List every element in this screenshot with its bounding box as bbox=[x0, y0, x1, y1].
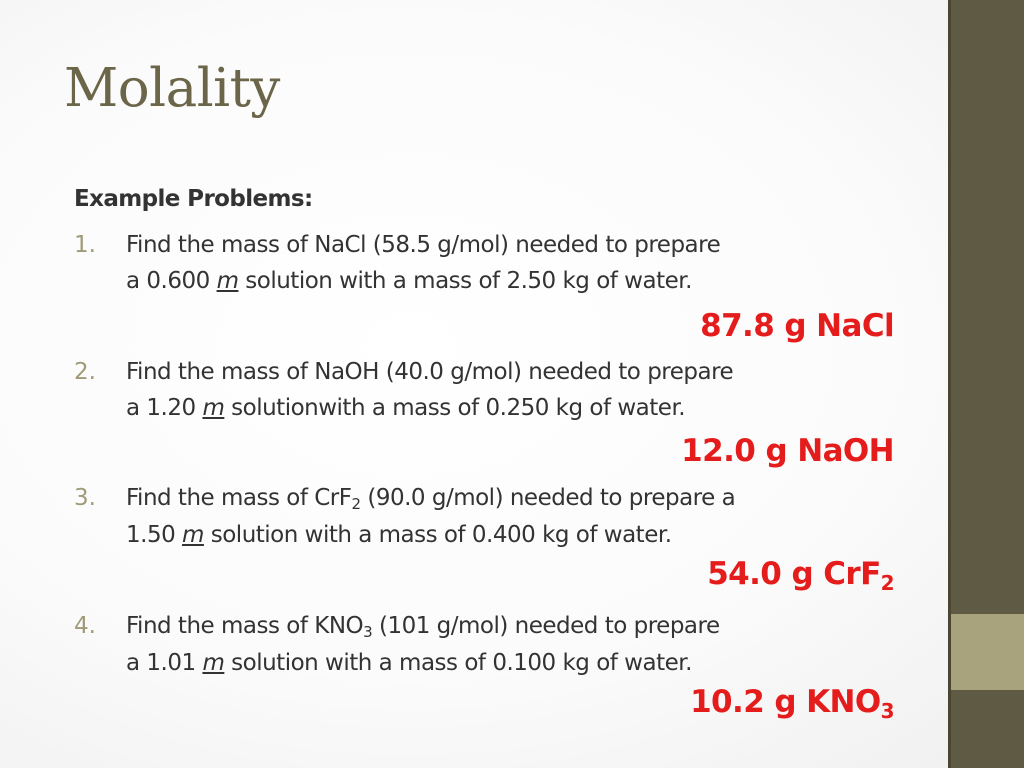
decorative-side-bar bbox=[948, 0, 1024, 768]
molality-unit-m: m bbox=[182, 522, 204, 548]
example-problems-heading: Example Problems: bbox=[74, 186, 313, 212]
slide-title: Molality bbox=[64, 58, 280, 119]
problem-4-line-1-start: Find the mass of KNO bbox=[126, 613, 364, 639]
problem-3-line-1-end: (90.0 g/mol) needed to prepare a bbox=[360, 485, 736, 511]
problem-4-answer-text: 10.2 g KNO bbox=[690, 684, 881, 720]
problem-4-line-1 bbox=[126, 613, 720, 639]
molality-unit-m: m bbox=[216, 268, 239, 294]
problem-4-line-2-start: a 1.01 bbox=[126, 650, 203, 676]
problem-4-line-2 bbox=[126, 650, 692, 676]
problem-2-line-2-start: a 1.20 bbox=[126, 395, 203, 421]
molality-unit-m: m bbox=[202, 395, 225, 421]
problem-2-line-2 bbox=[126, 395, 685, 421]
problem-2-number: 2. bbox=[74, 359, 96, 385]
problem-1-line-2-end: solution with a mass of 2.50 kg of water. bbox=[238, 268, 692, 294]
problem-3-number: 3. bbox=[74, 485, 96, 511]
problem-3-answer-subscript: 2 bbox=[880, 571, 894, 595]
problem-4-number: 4. bbox=[74, 613, 96, 639]
problem-2-answer: 12.0 g NaOH bbox=[681, 433, 894, 469]
problem-3-line-2 bbox=[126, 522, 672, 548]
problem-1-number: 1. bbox=[74, 232, 96, 258]
problem-3-line-2-end: solution with a mass of 0.400 kg of water. bbox=[203, 522, 672, 548]
problem-2-line-2-end: solutionwith a mass of 0.250 kg of water. bbox=[224, 395, 686, 421]
side-bar-accent-block bbox=[951, 614, 1024, 690]
molality-unit-m: m bbox=[202, 650, 225, 676]
problem-4-line-1-end: (101 g/mol) needed to prepare bbox=[372, 613, 720, 639]
problem-1-line-1: Find the mass of NaCl (58.5 g/mol) needed to prepare bbox=[126, 232, 721, 258]
problem-3-answer bbox=[707, 556, 894, 595]
problem-3-subscript: 2 bbox=[351, 495, 361, 513]
problem-1-line-2-start: a 0.600 bbox=[126, 268, 217, 294]
problem-3-answer-text: 54.0 g CrF bbox=[707, 556, 881, 592]
problem-4-subscript: 3 bbox=[363, 623, 373, 641]
problem-3-line-1-start: Find the mass of CrF bbox=[126, 485, 352, 511]
problem-1-answer: 87.8 g NaCl bbox=[700, 308, 894, 344]
problem-3-line-2-start: 1.50 bbox=[126, 522, 183, 548]
problem-4-answer-subscript: 3 bbox=[880, 699, 894, 723]
problem-1-line-2 bbox=[126, 268, 692, 294]
problem-4-answer bbox=[690, 684, 894, 723]
problem-3-line-1 bbox=[126, 485, 735, 511]
problem-2-line-1: Find the mass of NaOH (40.0 g/mol) needed to prepare bbox=[126, 359, 734, 385]
problem-4-line-2-end: solution with a mass of 0.100 kg of water. bbox=[224, 650, 692, 676]
